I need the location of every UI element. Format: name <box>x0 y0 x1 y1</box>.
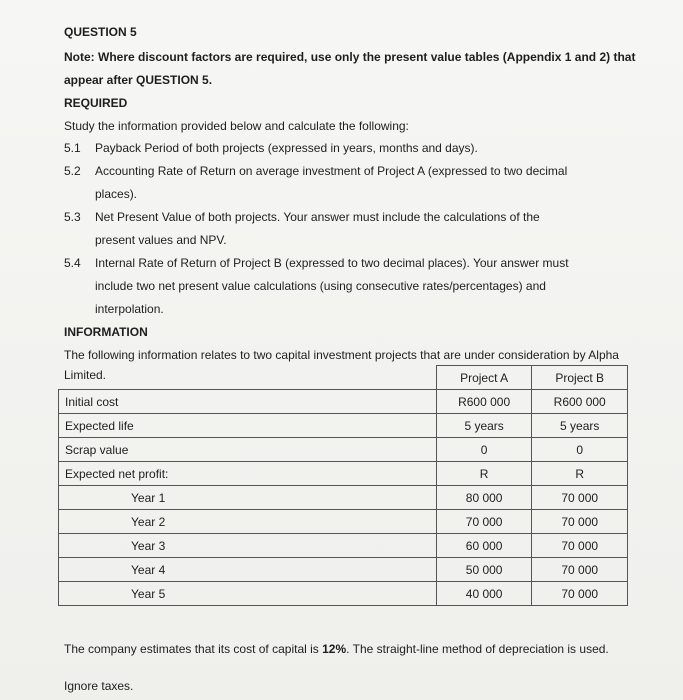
project-b-value: 70 000 <box>532 558 628 582</box>
project-b-value: 5 years <box>532 414 628 438</box>
project-b-value: R600 000 <box>532 390 628 414</box>
item-5-2-text: Accounting Rate of Return on average investment of Project A (expressed to two decimal <box>95 164 568 178</box>
project-a-value: 60 000 <box>436 534 532 558</box>
note-line-2: appear after QUESTION 5. <box>64 73 213 87</box>
table-row <box>59 390 628 414</box>
table-row <box>59 510 628 534</box>
cost-of-capital: 12% <box>322 642 347 656</box>
footer-line-2: Ignore taxes. <box>64 679 134 693</box>
row-label: Year 2 <box>59 510 437 534</box>
table-header-row <box>59 366 628 390</box>
row-label: Year 1 <box>59 486 437 510</box>
project-a-value: 50 000 <box>436 558 532 582</box>
intro-text: Study the information provided below and calculate the following: <box>64 119 409 133</box>
row-label: Expected net profit: <box>59 462 437 486</box>
project-b-value: 70 000 <box>532 486 628 510</box>
project-table <box>58 365 628 606</box>
project-b-value: 0 <box>532 438 628 462</box>
required-heading: REQUIRED <box>64 96 128 110</box>
project-b-value: 70 000 <box>532 534 628 558</box>
information-line-2: Limited. <box>64 368 107 382</box>
item-5-3-text: Net Present Value of both projects. Your answer must include the calculations of the <box>95 210 540 224</box>
table-row <box>59 558 628 582</box>
question-title: QUESTION 5 <box>64 25 137 39</box>
table-row <box>59 414 628 438</box>
item-number-5-2: 5.2 <box>64 164 81 178</box>
item-5-3-text: present values and NPV. <box>95 233 227 247</box>
footer-line-1 <box>64 642 609 656</box>
table-row <box>59 534 628 558</box>
footer-text: . The straight-line method of depreciation is used. <box>346 642 609 656</box>
item-5-4-text: include two net present value calculations (using consecutive rates/percentages) and <box>95 279 546 293</box>
item-number-5-4: 5.4 <box>64 256 81 270</box>
item-5-4-text: interpolation. <box>95 302 164 316</box>
item-number-5-1: 5.1 <box>64 141 81 155</box>
header-project-b: Project B <box>532 366 628 390</box>
project-b-value: 70 000 <box>532 582 628 606</box>
item-number-5-3: 5.3 <box>64 210 81 224</box>
row-label: Expected life <box>59 414 437 438</box>
row-label: Year 5 <box>59 582 437 606</box>
project-a-value: 5 years <box>436 414 532 438</box>
project-b-value: R <box>532 462 628 486</box>
information-line-1: The following information relates to two capital investment projects that are under consideration by Alpha <box>64 348 619 362</box>
project-a-value: R600 000 <box>436 390 532 414</box>
row-label: Year 3 <box>59 534 437 558</box>
project-a-value: 0 <box>436 438 532 462</box>
table-row <box>59 462 628 486</box>
item-5-4-text: Internal Rate of Return of Project B (expressed to two decimal places). Your answer must <box>95 256 569 270</box>
project-a-value: 70 000 <box>436 510 532 534</box>
note-line-1: Note: Where discount factors are required, use only the present value tables (Appendix 1 and 2) that <box>64 50 636 64</box>
project-a-value: 40 000 <box>436 582 532 606</box>
row-label: Scrap value <box>59 438 437 462</box>
information-heading: INFORMATION <box>64 325 148 339</box>
table-row <box>59 582 628 606</box>
header-project-a: Project A <box>436 366 532 390</box>
table-row <box>59 438 628 462</box>
item-5-2-text: places). <box>95 187 138 201</box>
project-b-value: 70 000 <box>532 510 628 534</box>
project-a-value: R <box>436 462 532 486</box>
table-row <box>59 486 628 510</box>
row-label: Initial cost <box>59 390 437 414</box>
item-5-1-text: Payback Period of both projects (expressed in years, months and days). <box>95 141 478 155</box>
footer-text: The company estimates that its cost of capital is <box>64 642 323 656</box>
project-a-value: 80 000 <box>436 486 532 510</box>
row-label: Year 4 <box>59 558 437 582</box>
